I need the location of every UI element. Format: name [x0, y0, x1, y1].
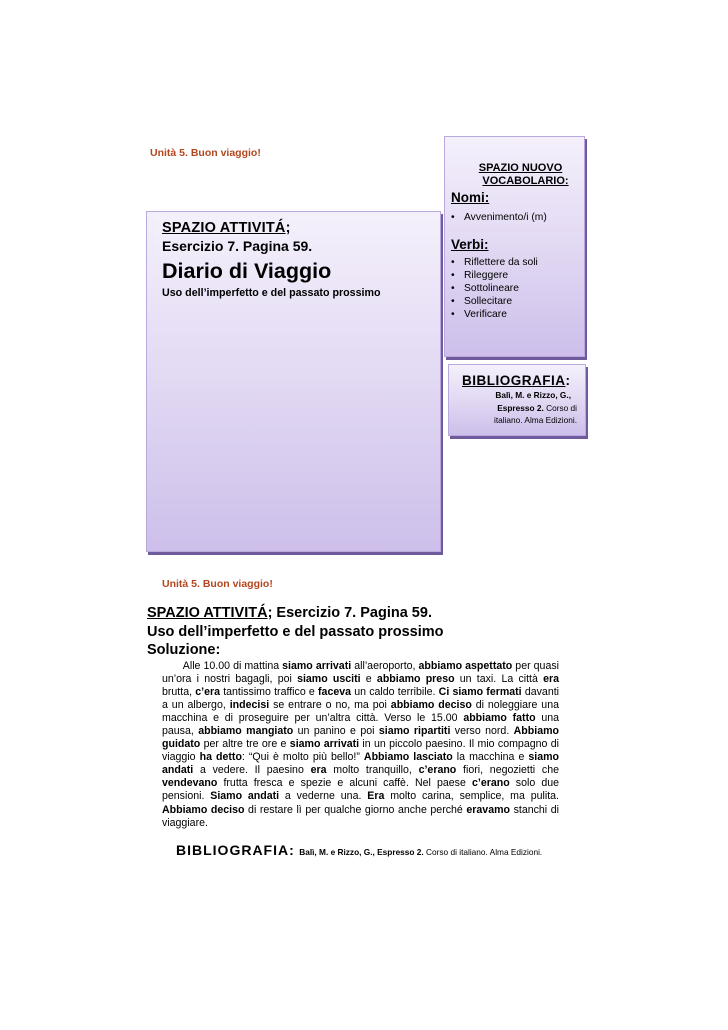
verb-highlight: siamo andati: [162, 751, 560, 777]
text-segment: un panino e poi: [293, 725, 379, 738]
text-segment: di restare lì per qualche giorno anche perché: [244, 803, 467, 816]
verb-highlight: ha detto: [199, 751, 242, 764]
vocabulary-box: [444, 136, 585, 357]
text-segment: Alle 10.00 di mattina: [162, 660, 283, 672]
list-item: • Avvenimento/i (m): [449, 211, 547, 224]
text-segment: una pausa,: [162, 712, 560, 738]
verb-highlight: abbiamo deciso: [390, 699, 472, 712]
verb-highlight: era: [310, 764, 327, 777]
list-item: • Rileggere: [449, 269, 538, 282]
bibliography-bottom-title: BIBLIOGRAFIA:: [176, 842, 295, 858]
text-segment: a vederne una.: [279, 790, 368, 803]
verb-highlight: faceva: [318, 686, 352, 699]
text-segment: la macchina e: [452, 751, 529, 764]
vocabulary-nomi-list: [449, 211, 547, 224]
vocabulary-heading: SPAZIO NUOVO VOCABOLARIO:: [478, 162, 569, 187]
verb-highlight: abbiamo fatto: [463, 712, 536, 725]
verb-highlight: abbiamo aspettato: [418, 660, 513, 672]
text-segment: brutta,: [162, 686, 196, 699]
activity-title: Diario di Viaggio: [162, 259, 332, 283]
verb-highlight: abbiamo mangiato: [198, 725, 294, 738]
verb-highlight: Abbiamo lasciato: [363, 751, 453, 764]
verb-highlight: siamo arrivati: [289, 738, 360, 751]
text-segment: fiori, negozietti che: [456, 764, 559, 777]
verb-highlight: siamo usciti: [297, 673, 361, 686]
vocabulary-verbi-list: [449, 256, 538, 321]
text-segment: stanchi di viaggiare.: [162, 803, 559, 829]
list-item: • Riflettere da soli: [449, 256, 538, 269]
verb-highlight: Abbiamo guidato: [162, 725, 559, 751]
text-segment: e: [360, 673, 377, 686]
text-segment: tantissimo traffico e: [220, 686, 319, 699]
text-segment: frutta fresca e spezie e alcuni caffè. Nel paese: [217, 777, 472, 790]
bibliography-title: BIBLIOGRAFIA:: [462, 373, 571, 388]
solution-paragraph: [162, 660, 559, 830]
verb-highlight: c’erano: [471, 777, 510, 790]
verb-highlight: Siamo andati: [210, 790, 280, 803]
bibliography-bottom-rest: Corso di italiano. Alma Edizioni.: [423, 847, 543, 857]
unit-header-bottom: Unità 5. Buon viaggio!: [162, 578, 273, 590]
vocabulary-nomi-label: Nomi:: [451, 190, 490, 205]
verb-highlight: Abbiamo deciso: [162, 803, 245, 816]
text-segment: a vedere. Il paesino: [193, 764, 311, 777]
verb-highlight: era: [543, 673, 559, 686]
bibliography-bottom-authors: Balì, M. e Rizzo, G., Espresso 2.: [299, 847, 424, 857]
text-segment: se entrare o no, ma poi: [269, 699, 391, 712]
activity-box: [146, 211, 441, 552]
text-segment: per altre tre ore e: [200, 738, 290, 751]
list-item: • Sollecitare: [449, 295, 538, 308]
list-item: • Verificare: [449, 308, 538, 321]
bibliography-bottom: [176, 842, 576, 860]
verb-highlight: eravamo: [466, 803, 510, 816]
text-segment: all’aeroporto,: [351, 660, 419, 672]
activity-subtitle: Uso dell’imperfetto e del passato prossimo: [162, 287, 381, 299]
activity-label: SPAZIO ATTIVITÁ;: [162, 220, 291, 236]
verb-highlight: abbiamo preso: [376, 673, 455, 686]
verb-highlight: c’era: [195, 686, 220, 699]
list-item: • Sottolineare: [449, 282, 538, 295]
text-segment: un caldo terribile.: [351, 686, 439, 699]
text-segment: in un piccolo paesino. Il mio compagno di viaggio: [162, 738, 559, 764]
verb-highlight: c’erano: [418, 764, 457, 777]
verb-highlight: siamo arrivati: [282, 660, 352, 672]
unit-header-top: Unità 5. Buon viaggio!: [150, 147, 261, 159]
solution-title: SPAZIO ATTIVITÁ; Esercizio 7. Pagina 59.: [147, 605, 432, 621]
text-segment: per quasi un’ora i nostri bagagli, poi: [162, 660, 559, 686]
verb-highlight: Era: [367, 790, 385, 803]
solution-label: Soluzione:: [147, 642, 221, 658]
text-segment: solo due pensioni.: [162, 777, 559, 803]
vocabulary-verbi-label: Verbi:: [451, 237, 489, 252]
verb-highlight: siamo ripartiti: [378, 725, 451, 738]
text-segment: molto tranquillo,: [326, 764, 419, 777]
activity-exercise: Esercizio 7. Pagina 59.: [162, 238, 313, 254]
text-segment: di noleggiare una macchina e di proseguire per un’altra città. Verso le 15.00: [162, 699, 559, 725]
verb-highlight: Ci siamo fermati: [438, 686, 522, 699]
text-segment: : “Qui è molto più bello!”: [241, 751, 364, 764]
bibliography-box: [448, 364, 586, 436]
bibliography-text: Balì, M. e Rizzo, G., Espresso 2. Corso di italiano. Alma Edizioni.: [493, 390, 577, 425]
verb-highlight: vendevano: [162, 777, 218, 790]
text-segment: davanti a un albergo,: [162, 686, 560, 712]
solution-subtitle: Uso dell’imperfetto e del passato prossimo: [147, 624, 444, 640]
text-segment: verso nord.: [450, 725, 514, 738]
text-segment: un taxi. La città: [454, 673, 544, 686]
verb-highlight: indecisi: [229, 699, 270, 712]
text-segment: molto carina, semplice, ma pulita.: [384, 790, 559, 803]
